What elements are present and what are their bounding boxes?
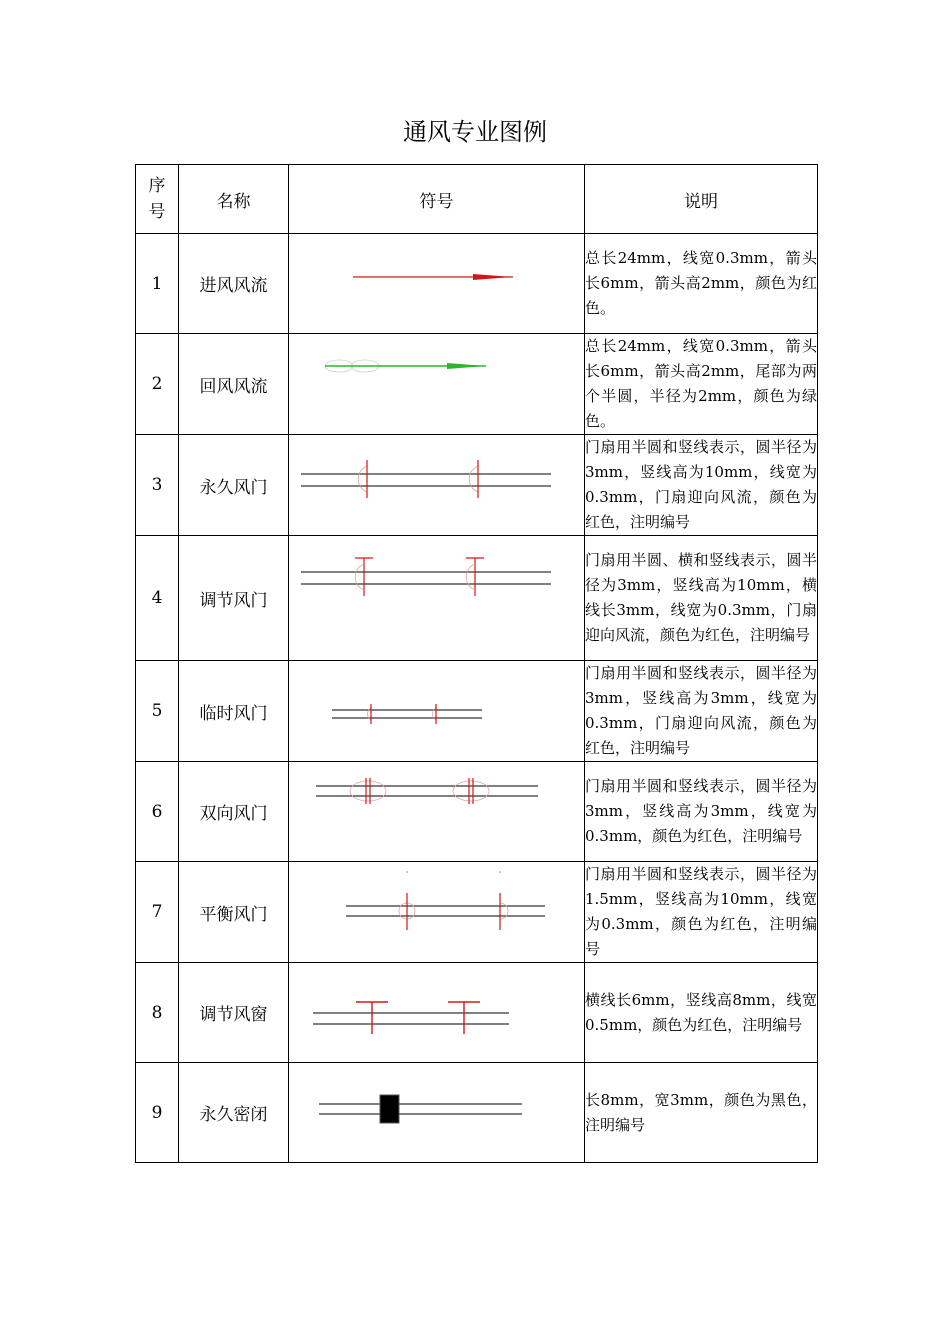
row-desc: 门扇用半圆和竖线表示，圆半径为1.5mm，竖线高为10mm，线宽为0.3mm，颜色为红色，注明编号 [585, 862, 818, 963]
temporary-door-icon [289, 662, 585, 761]
row-number: 8 [136, 963, 179, 1063]
row-desc: 总长24mm，线宽0.3mm，箭头长6mm，箭头高2mm，颜色为红色。 [585, 234, 818, 334]
symbol-balancing-door [289, 862, 585, 963]
row-name: 进风风流 [179, 234, 289, 334]
bidirectional-door-icon [289, 762, 585, 861]
row-number: 4 [136, 536, 179, 661]
table-row [136, 1063, 818, 1163]
row-desc: 门扇用半圆、横和竖线表示，圆半径为3mm，竖线高为10mm，横线长3mm，线宽为0.3mm，门扇迎向风流，颜色为红色，注明编号 [585, 536, 818, 661]
symbol-bidirectional-door [289, 762, 585, 862]
permanent-door-icon [289, 436, 585, 535]
row-desc: 总长24mm，线宽0.3mm，箭头长6mm，箭头高2mm，尾部为两个半圆，半径为2mm，颜色为绿色。 [585, 334, 818, 435]
regulating-window-icon [289, 963, 585, 1062]
row-number: 2 [136, 334, 179, 435]
header-row [136, 165, 818, 234]
row-number: 6 [136, 762, 179, 862]
table-row [136, 334, 818, 435]
row-number: 1 [136, 234, 179, 334]
regulating-door-icon [289, 536, 585, 660]
page-title: 通风专业图例 [403, 118, 547, 146]
symbol-return-airflow [289, 334, 585, 435]
table-row [136, 234, 818, 334]
row-desc: 门扇用半圆和竖线表示，圆半径为3mm，竖线高为3mm，线宽为0.3mm，门扇迎向风流，颜色为红色，注明编号 [585, 661, 818, 762]
header-symbol: 符号 [289, 165, 585, 234]
symbol-intake-airflow [289, 234, 585, 334]
symbol-temporary-door [289, 661, 585, 762]
row-desc: 门扇用半圆和竖线表示，圆半径为3mm，竖线高为3mm，线宽为0.3mm，颜色为红色，注明编号 [585, 762, 818, 862]
header-seq: 序 号 [136, 165, 179, 234]
symbol-permanent-seal [289, 1063, 585, 1163]
row-name: 平衡风门 [179, 862, 289, 963]
row-number: 5 [136, 661, 179, 762]
permanent-seal-icon [289, 1063, 585, 1162]
row-name: 调节风窗 [179, 963, 289, 1063]
row-name: 调节风门 [179, 536, 289, 661]
header-name: 名称 [179, 165, 289, 234]
legend-table [135, 164, 818, 1163]
intake-airflow-arrow-icon [289, 234, 585, 333]
row-number: 3 [136, 435, 179, 536]
header-desc: 说明 [585, 165, 818, 234]
balancing-door-icon [289, 863, 585, 962]
row-name: 永久风门 [179, 435, 289, 536]
table-row [136, 862, 818, 963]
symbol-permanent-door [289, 435, 585, 536]
row-name: 临时风门 [179, 661, 289, 762]
row-desc: 横线长6mm，竖线高8mm，线宽0.5mm，颜色为红色，注明编号 [585, 963, 818, 1063]
table-row [136, 963, 818, 1063]
table-row [136, 435, 818, 536]
table-row [136, 762, 818, 862]
symbol-regulating-door [289, 536, 585, 661]
symbol-regulating-window [289, 963, 585, 1063]
table-row [136, 661, 818, 762]
row-desc: 门扇用半圆和竖线表示，圆半径为3mm，竖线高为10mm，线宽为0.3mm，门扇迎向风流，颜色为红色，注明编号 [585, 435, 818, 536]
table-row [136, 536, 818, 661]
return-airflow-arrow-icon [289, 335, 585, 434]
row-desc: 长8mm，宽3mm，颜色为黑色，注明编号 [585, 1063, 818, 1163]
row-name: 双向风门 [179, 762, 289, 862]
row-name: 回风风流 [179, 334, 289, 435]
row-number: 9 [136, 1063, 179, 1163]
row-name: 永久密闭 [179, 1063, 289, 1163]
row-number: 7 [136, 862, 179, 963]
